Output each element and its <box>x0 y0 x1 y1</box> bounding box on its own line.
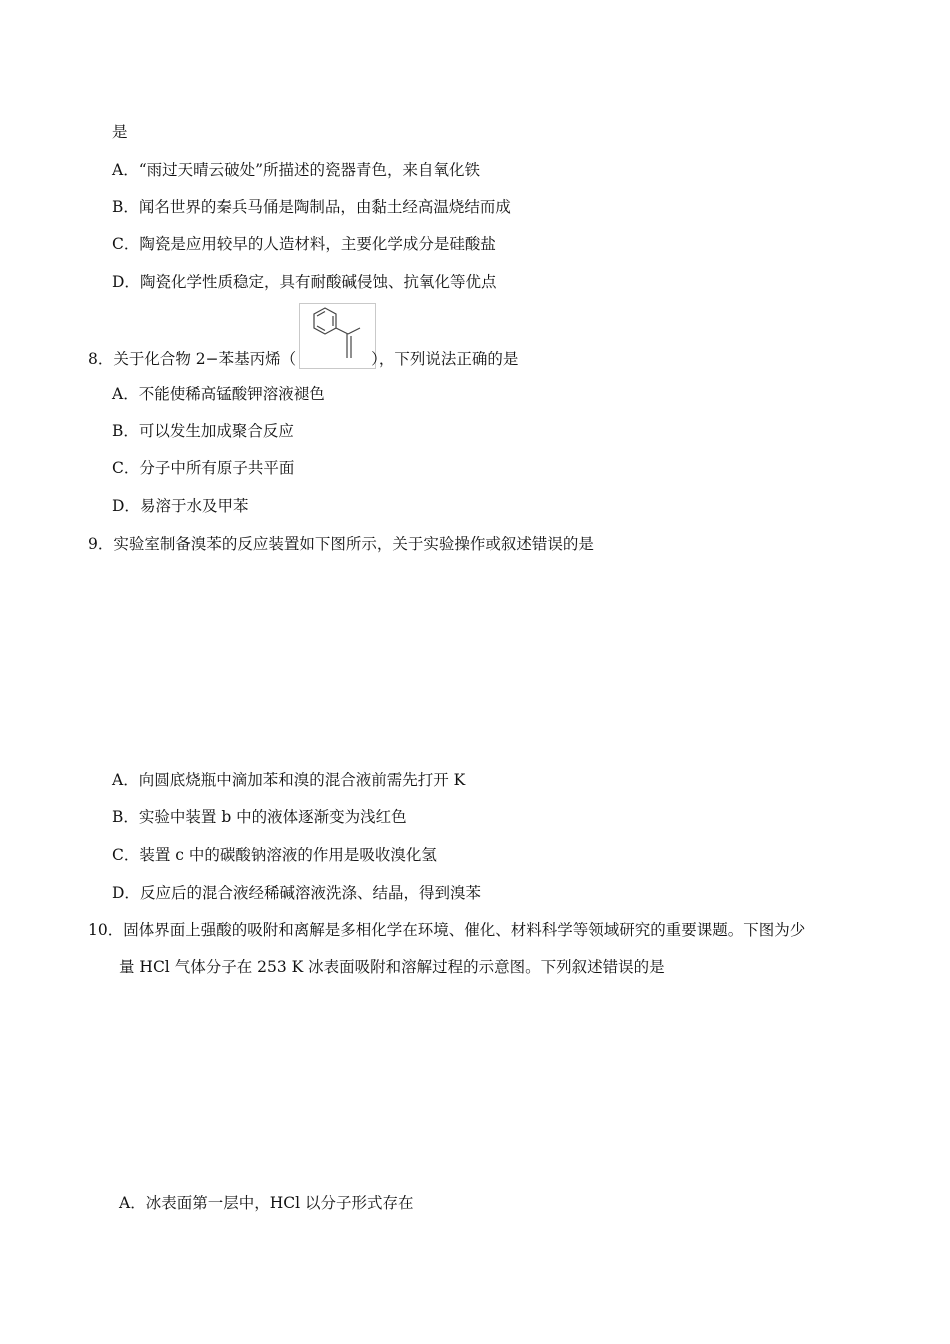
q7-stem-tail: 是 <box>112 123 128 141</box>
option-text: 冰表面第一层中，HCl 以分子形式存在 <box>145 1194 414 1212</box>
option-text: 闻名世界的秦兵马俑是陶制品，由黏土经高温烧结而成 <box>138 198 511 216</box>
q10-stem-line1 <box>88 920 805 940</box>
option-text: 分子中所有原子共平面 <box>139 459 295 477</box>
option-label: B． <box>112 198 139 216</box>
option-label: B． <box>112 422 139 440</box>
q8-option-c <box>112 458 294 478</box>
option-label: D． <box>112 497 140 515</box>
option-label: A． <box>112 771 139 789</box>
q7-option-d <box>112 272 496 292</box>
q10-option-a <box>119 1193 413 1213</box>
option-text: 不能使稀高锰酸钾溶液褪色 <box>138 385 325 403</box>
stem-before: 关于化合物 2−苯基丙烯（ <box>113 350 297 368</box>
option-text: 陶瓷化学性质稳定，具有耐酸碱侵蚀、抗氧化等优点 <box>139 273 497 291</box>
q10-stem-line2: 量 HCl 气体分子在 253 K 冰表面吸附和溶解过程的示意图。下列叙述错误的是 <box>119 958 665 976</box>
stem-text: 固体界面上强酸的吸附和离解是多相化学在环境、催化、材料科学等领域研究的重要课题。下图为少 <box>123 921 806 939</box>
q9-option-b <box>112 807 407 827</box>
option-text: 向圆底烧瓶中滴加苯和溴的混合液前需先打开 K <box>138 771 466 789</box>
question-number: 9． <box>88 535 114 553</box>
option-text: 实验中装置 b 中的液体逐渐变为浅红色 <box>138 808 407 826</box>
option-label: A． <box>112 161 139 179</box>
q7-option-b <box>112 197 511 217</box>
option-text: 易溶于水及甲苯 <box>139 497 249 515</box>
option-label: D． <box>112 884 140 902</box>
option-label: D． <box>112 273 140 291</box>
q9-option-d <box>112 883 481 903</box>
q9-stem <box>88 534 594 554</box>
q9-option-a <box>112 770 465 790</box>
q7-option-a <box>112 160 480 180</box>
option-label: C． <box>112 459 140 477</box>
q8-option-b <box>112 421 294 441</box>
question-number: 10． <box>88 921 124 939</box>
question-number: 8． <box>88 350 114 368</box>
stem-after: ），下列说法正确的是 <box>371 350 519 368</box>
q8-stem <box>88 349 518 369</box>
option-text: 陶瓷是应用较早的人造材料，主要化学成分是硅酸盐 <box>139 235 496 253</box>
option-text: 可以发生加成聚合反应 <box>138 422 294 440</box>
option-text: 装置 c 中的碳酸钠溶液的作用是吸收溴化氢 <box>139 846 437 864</box>
option-text: 反应后的混合液经稀碱溶液洗涤、结晶，得到溴苯 <box>139 884 481 902</box>
q8-option-d <box>112 496 248 516</box>
q8-option-a <box>112 384 325 404</box>
q9-option-c <box>112 845 437 865</box>
option-label: C． <box>112 235 140 253</box>
option-label: C． <box>112 846 140 864</box>
option-label: A． <box>119 1194 146 1212</box>
option-label: A． <box>112 385 139 403</box>
option-text: “雨过天晴云破处”所描述的瓷器青色，来自氧化铁 <box>138 161 481 179</box>
stem-text: 实验室制备溴苯的反应装置如下图所示，关于实验操作或叙述错误的是 <box>113 535 594 553</box>
option-label: B． <box>112 808 139 826</box>
q7-option-c <box>112 234 496 254</box>
